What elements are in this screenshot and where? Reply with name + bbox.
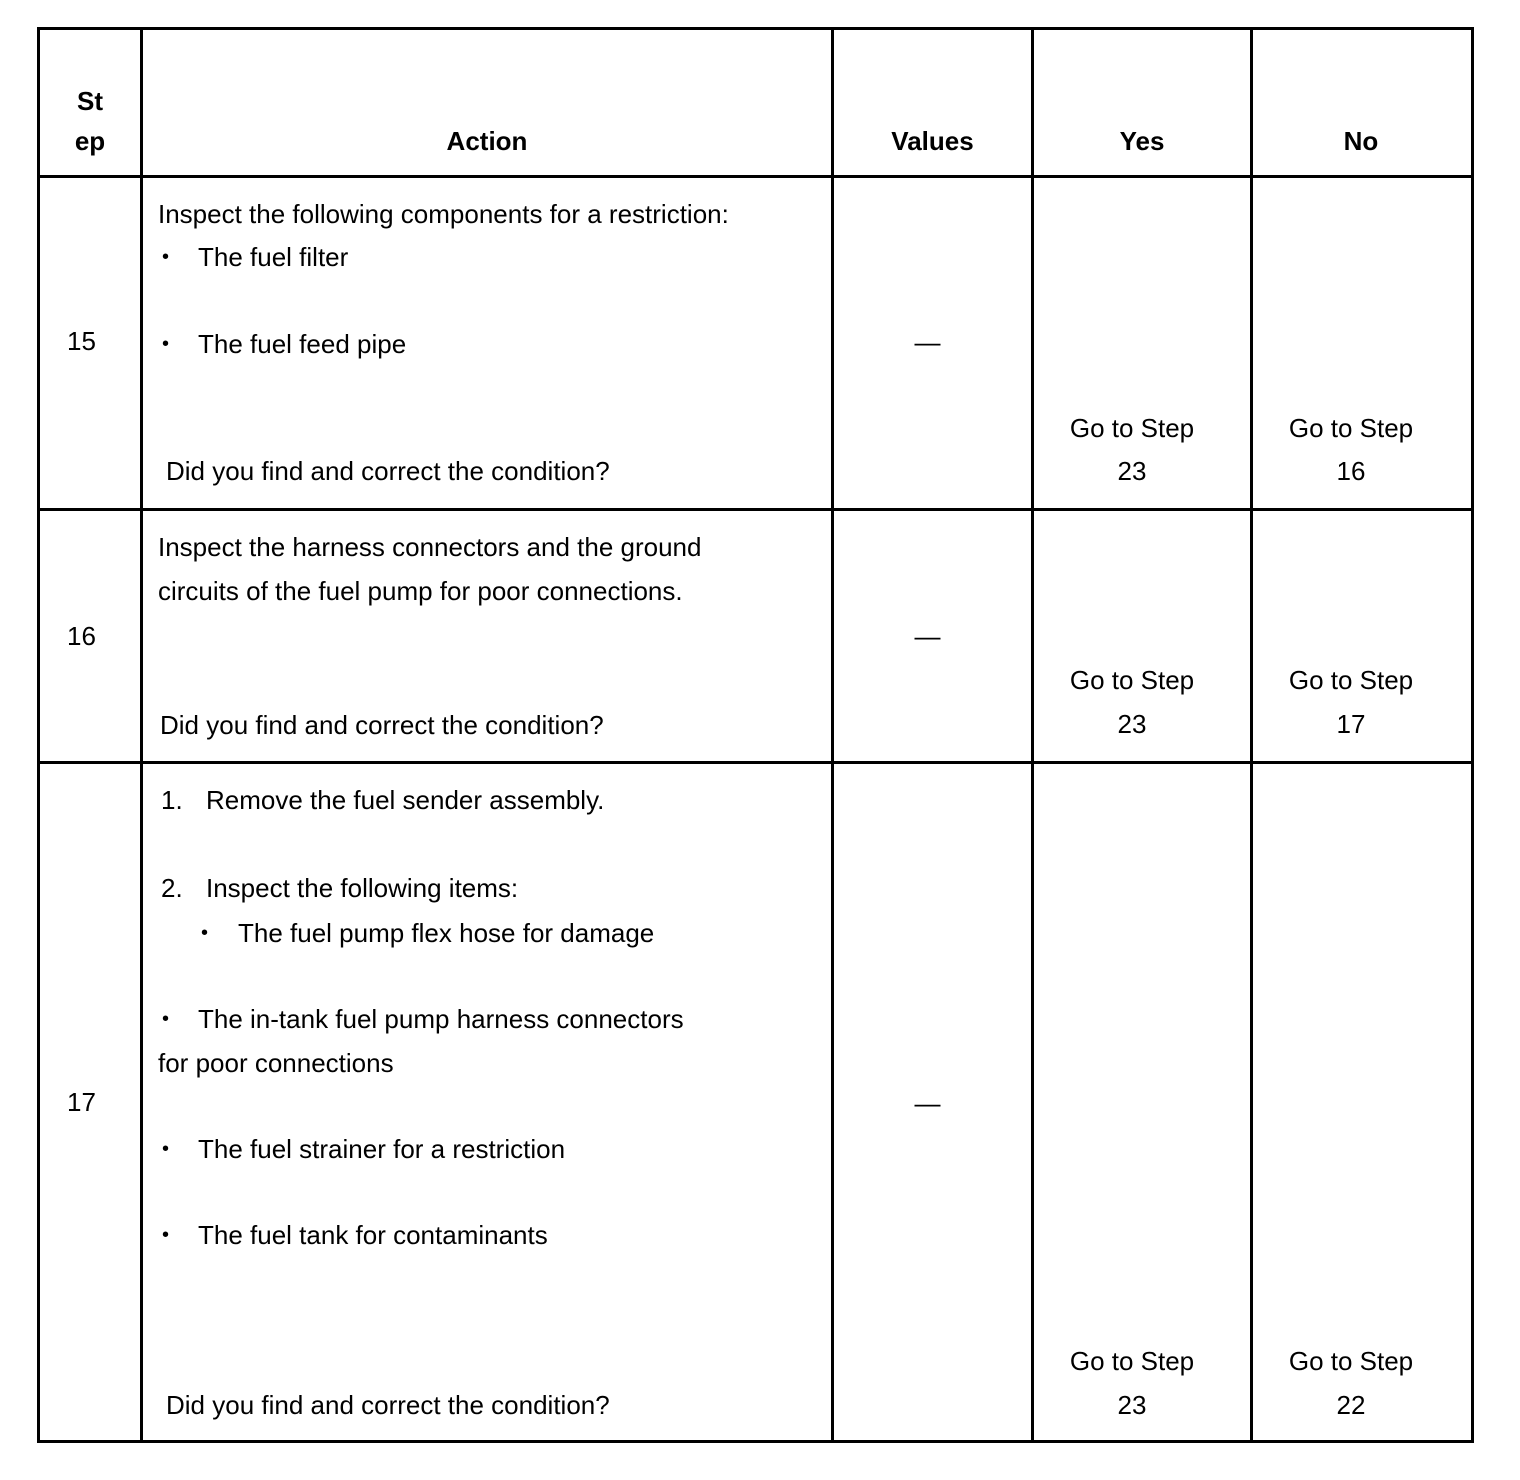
action-bullet-line2: for poor connections	[158, 1048, 394, 1078]
value-cell: —	[914, 621, 941, 651]
list-number: 1.	[161, 785, 183, 815]
action-text-line2: circuits of the fuel pump for poor connections.	[158, 576, 683, 606]
no-cell-line2: 16	[1336, 456, 1366, 486]
column-divider	[140, 30, 143, 1440]
action-bullet: The fuel filter	[198, 242, 349, 272]
value-cell: —	[914, 327, 941, 357]
no-cell-line2: 17	[1336, 709, 1366, 739]
action-bullet-line1: The in-tank fuel pump harness connectors	[198, 1004, 684, 1034]
bullet-glyph: •	[201, 922, 209, 944]
bullet-glyph: •	[162, 1224, 170, 1246]
bullet-glyph: •	[162, 1138, 170, 1160]
list-item-text: Remove the fuel sender assembly.	[206, 785, 605, 815]
yes-cell-line1: Go to Step	[1069, 1346, 1195, 1376]
bullet-glyph: •	[162, 246, 170, 268]
bullet-glyph: •	[162, 1008, 170, 1030]
list-number: 2.	[161, 873, 183, 903]
step-number: 15	[67, 326, 96, 356]
no-cell-line1: Go to Step	[1288, 665, 1414, 695]
yes-cell-line2: 23	[1117, 709, 1147, 739]
no-cell-line2: 22	[1336, 1390, 1366, 1420]
action-text-line1: Inspect the harness connectors and the ground	[158, 532, 702, 562]
yes-cell-line1: Go to Step	[1069, 413, 1195, 443]
action-intro: Inspect the following components for a restriction:	[158, 199, 729, 229]
no-cell-line1: Go to Step	[1288, 413, 1414, 443]
yes-cell-line2: 23	[1117, 456, 1147, 486]
action-sub-bullet: The fuel pump flex hose for damage	[238, 918, 655, 948]
header-step-line1: St	[77, 86, 103, 116]
list-item-text: Inspect the following items:	[206, 873, 519, 903]
action-bullet: The fuel feed pipe	[198, 329, 407, 359]
header-step-line2: ep	[74, 126, 106, 156]
value-cell: —	[914, 1088, 941, 1118]
step-number: 17	[67, 1087, 96, 1117]
action-question: Did you find and correct the condition?	[166, 456, 610, 486]
step-number: 16	[67, 621, 96, 651]
action-question: Did you find and correct the condition?	[160, 710, 604, 740]
header-no: No	[1343, 126, 1379, 156]
action-bullet: The fuel tank for contaminants	[198, 1220, 548, 1250]
row-divider	[40, 508, 1471, 511]
yes-cell-line2: 23	[1117, 1390, 1147, 1420]
row-divider	[40, 761, 1471, 764]
yes-cell-line1: Go to Step	[1069, 665, 1195, 695]
action-bullet: The fuel strainer for a restriction	[198, 1134, 566, 1164]
action-question: Did you find and correct the condition?	[166, 1390, 610, 1420]
header-values: Values	[891, 126, 974, 156]
column-divider	[831, 30, 834, 1440]
row-divider	[40, 175, 1471, 178]
header-yes: Yes	[1119, 126, 1165, 156]
header-action: Action	[446, 126, 528, 156]
bullet-glyph: •	[162, 333, 170, 355]
no-cell-line1: Go to Step	[1288, 1346, 1414, 1376]
